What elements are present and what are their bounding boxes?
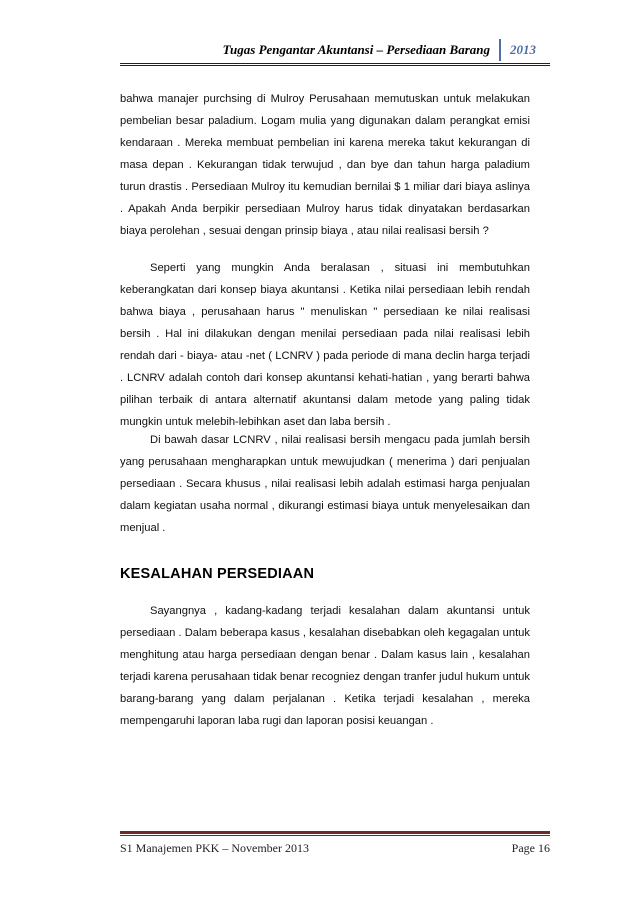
header-title: Tugas Pengantar Akuntansi – Persediaan Barang <box>222 42 490 57</box>
footer-program: S1 Manajemen PKK – November 2013 <box>120 841 309 855</box>
header-year: 2013 <box>510 42 536 57</box>
paragraph-lcnrv-basis: Di bawah dasar LCNRV , nilai realisasi bersih mengacu pada jumlah bersih yang perusahaan mengharapkan untuk mewujudkan ( menerima ) dari penjualan persediaan . Secara khusus , nilai realisasi lebih adalah estimasi harga penjualan dalam kegiatan usaha normal , dikurangi estimasi biaya untuk menyelesaikan dan menjual . <box>120 434 530 534</box>
footer-rule-thin <box>120 835 550 836</box>
header-rule-top <box>120 63 550 64</box>
footer-rule-thick <box>120 831 550 834</box>
section-heading: KESALAHAN PERSEDIAAN <box>120 566 315 582</box>
paragraph-continuation: bahwa manajer purchsing di Mulroy Perusahaan memutuskan untuk melakukan pembelian besar paladium. Logam mulia yang digunakan dalam perangkat emisi kendaraan . Mereka membuat pembelian ini karena mereka takut kekurangan di masa depan . Kekurangan tidak terwujud , dan bye dan tahun harga paladium turun drastis . Persediaan Mulroy itu kemudian bernilai $ 1 miliar dari biaya aslinya . Apakah Anda berpikir persediaan Mulroy harus tidak dinyatakan berdasarkan biaya perolehan , sesuai dengan prinsip biaya , atau nilai realisasi bersih ? <box>120 93 530 237</box>
footer-page-number: Page 16 <box>511 841 550 855</box>
page-header <box>120 39 550 61</box>
paragraph-inventory-errors: Sayangnya , kadang-kadang terjadi kesalahan dalam akuntansi untuk persediaan . Dalam beberapa kasus , kesalahan disebabkan oleh kegagalan untuk menghitung atau harga persediaan dengan benar . Dalam kasus lain , kesalahan terjadi karena perusahaan tidak benar recogniez dengan tranfer judul hukum untuk barang-barang yang dalam perjalanan . Ketika terjadi kesalahan , mereka mempengaruhi laporan laba rugi dan laporan posisi keuangan . <box>120 605 530 727</box>
header-rule-bottom <box>120 65 550 66</box>
paragraph-lcnrv-intro: Seperti yang mungkin Anda beralasan , situasi ini membutuhkan keberangkatan dari konsep biaya akuntansi . Ketika nilai persediaan lebih rendah bahwa biaya , perusahaan harus " menuliskan " persediaan ke nilai realisasi bersih . Hal ini dilakukan dengan menilai persediaan pada nilai realisasi lebih rendah dari - biaya- atau -net ( LCNRV ) pada periode di mana declin harga terjadi . LCNRV adalah contoh dari konsep akuntansi kehati-hatian , yang berarti bahwa pilihan terbaik di antara alternatif akuntansi dalam metode yang paling tidak mungkin untuk melebih-lebihkan aset dan laba bersih . <box>120 262 530 428</box>
header-divider <box>499 39 501 61</box>
